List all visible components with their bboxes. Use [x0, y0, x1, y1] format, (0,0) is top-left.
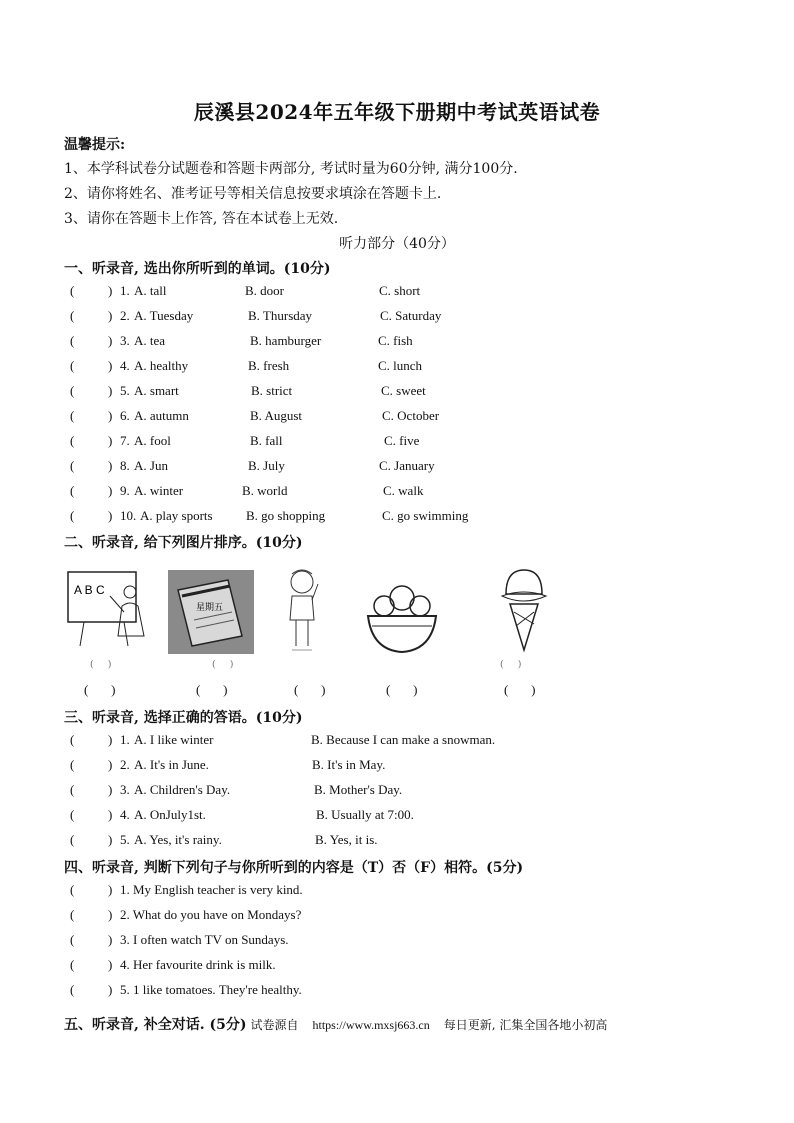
option-c[interactable]: C. Saturday — [380, 308, 442, 323]
option-a[interactable]: A. Jun — [134, 458, 168, 473]
answer-paren[interactable]: ( ) — [84, 682, 116, 697]
listening-heading: 听力部分（40分） — [339, 236, 455, 252]
answer-paren-right[interactable]: ) — [108, 433, 113, 448]
question-number: 3. — [120, 782, 130, 797]
answer-paren-right[interactable]: ) — [108, 333, 113, 348]
option-a[interactable]: A. Children's Day. — [134, 782, 231, 797]
option-b[interactable]: B. world — [242, 483, 288, 498]
option-b[interactable]: B. fall — [250, 433, 283, 448]
answer-paren-left[interactable]: ( — [70, 408, 75, 423]
question-number: 10. — [120, 508, 137, 523]
calendar-text: 星期五 — [196, 603, 224, 613]
option-c[interactable]: C. January — [379, 458, 435, 473]
answer-paren-left[interactable]: ( — [70, 333, 75, 348]
exam-title: 辰溪县2024年五年级下册期中考试英语试卷 — [193, 100, 601, 124]
answer-paren-left[interactable]: ( — [70, 483, 75, 498]
question-number: 7. — [120, 433, 130, 448]
teacher-at-board-picture — [64, 566, 160, 656]
option-c[interactable]: C. five — [384, 433, 420, 448]
option-a[interactable]: A. tea — [134, 333, 166, 348]
answer-paren-left[interactable]: ( — [70, 782, 75, 797]
answer-paren-left[interactable]: ( — [70, 807, 75, 822]
question-number: 4. — [120, 358, 130, 373]
answer-paren-left[interactable]: ( — [70, 882, 75, 897]
answer-paren-right[interactable]: ) — [108, 757, 113, 772]
option-a[interactable]: A. play sports — [140, 508, 213, 523]
option-c[interactable]: C. lunch — [378, 358, 423, 373]
answer-paren[interactable]: ( ) — [504, 682, 536, 697]
answer-paren-right[interactable]: ) — [108, 308, 113, 323]
section3-heading: 三、听录音, 选择正确的答语。(10分) — [64, 710, 303, 726]
answer-paren-right[interactable]: ) — [108, 907, 113, 922]
section5-line — [64, 1014, 607, 1034]
answer-paren-left[interactable]: ( — [70, 832, 75, 847]
option-b[interactable]: B. August — [250, 408, 303, 423]
question-number: 1. — [120, 283, 130, 298]
source-label: 试卷源自 — [250, 1018, 299, 1032]
answer-paren-left[interactable]: ( — [70, 982, 75, 997]
option-a[interactable]: A. smart — [134, 383, 179, 398]
option-a[interactable]: A. It's in June. — [134, 757, 209, 772]
option-a[interactable]: A. fool — [134, 433, 171, 448]
option-c[interactable]: C. sweet — [381, 383, 426, 398]
question-number: 8. — [120, 458, 130, 473]
question-number: 5. — [120, 832, 130, 847]
answer-paren-right[interactable]: ) — [108, 732, 113, 747]
answer-paren-right[interactable]: ) — [108, 882, 113, 897]
notice-item: 2、请你将姓名、准考证号等相关信息按要求填涂在答题卡上. — [64, 186, 442, 202]
option-b[interactable]: B. go shopping — [246, 508, 326, 523]
answer-paren-left[interactable]: ( — [70, 508, 75, 523]
answer-paren-left[interactable]: ( — [70, 458, 75, 473]
option-a[interactable]: A. I like winter — [134, 732, 214, 747]
answer-paren-right[interactable]: ) — [108, 483, 113, 498]
option-b[interactable]: B. strict — [251, 383, 293, 398]
option-a[interactable]: A. Tuesday — [134, 308, 194, 323]
option-b[interactable]: B. door — [245, 283, 284, 298]
answer-paren-left[interactable]: ( — [70, 358, 75, 373]
option-a[interactable]: A. healthy — [134, 358, 189, 373]
option-a[interactable]: A. autumn — [134, 408, 189, 423]
answer-paren-right[interactable]: ) — [108, 932, 113, 947]
statement-text: 4. Her favourite drink is milk. — [120, 957, 276, 972]
answer-paren-left[interactable]: ( — [70, 433, 75, 448]
option-b[interactable]: B. Thursday — [248, 308, 313, 323]
fruit-bowl-picture — [362, 566, 442, 656]
option-a[interactable]: A. Yes, it's rainy. — [134, 832, 222, 847]
answer-paren-left[interactable]: ( — [70, 283, 75, 298]
answer-paren-left[interactable]: ( — [70, 757, 75, 772]
source-tagline: 每日更新, 汇集全国各地小初高 — [443, 1018, 608, 1032]
section1-heading: 一、听录音, 选出你所听到的单词。(10分) — [64, 261, 331, 277]
option-a[interactable]: A. winter — [134, 483, 184, 498]
option-c[interactable]: C. short — [379, 283, 421, 298]
answer-paren-left[interactable]: ( — [70, 907, 75, 922]
answer-paren[interactable]: ( ) — [294, 682, 326, 697]
notice-item: 1、本学科试卷分试题卷和答题卡两部分, 考试时量为60分钟, 满分100分. — [64, 161, 518, 177]
question-number: 3. — [120, 333, 130, 348]
answer-paren-right[interactable]: ) — [108, 358, 113, 373]
answer-paren-right[interactable]: ) — [108, 957, 113, 972]
ice-cream-picture — [494, 566, 554, 656]
answer-paren-left[interactable]: ( — [70, 308, 75, 323]
section2-heading: 二、听录音, 给下列图片排序。(10分) — [64, 535, 303, 551]
answer-paren-right[interactable]: ) — [108, 807, 113, 822]
question-number: 2. — [120, 757, 130, 772]
question-number: 9. — [120, 483, 130, 498]
answer-paren-right[interactable]: ) — [108, 982, 113, 997]
option-b[interactable]: B. Mother's Day. — [314, 782, 403, 797]
answer-paren-right[interactable]: ) — [108, 782, 113, 797]
answer-paren-right[interactable]: ) — [108, 508, 113, 523]
answer-paren-left[interactable]: ( — [70, 732, 75, 747]
answer-paren-right[interactable]: ) — [108, 408, 113, 423]
option-c[interactable]: C. fish — [378, 333, 413, 348]
answer-paren-right[interactable]: ) — [108, 283, 113, 298]
notice-heading: 温馨提示: — [64, 137, 126, 153]
option-b[interactable]: B. Because I can make a snowman. — [311, 732, 496, 747]
answer-paren-left[interactable]: ( — [70, 932, 75, 947]
option-b[interactable]: B. fresh — [248, 358, 290, 373]
answer-paren-left[interactable]: ( — [70, 383, 75, 398]
option-b[interactable]: B. hamburger — [250, 333, 322, 348]
answer-paren-right[interactable]: ) — [108, 458, 113, 473]
answer-paren[interactable]: ( ) — [386, 682, 418, 697]
option-a[interactable]: A. OnJuly1st. — [134, 807, 206, 822]
question-number: 4. — [120, 807, 130, 822]
question-number: 2. — [120, 308, 130, 323]
option-a[interactable]: A. tall — [134, 283, 167, 298]
option-b[interactable]: B. It's in May. — [312, 757, 386, 772]
option-c[interactable]: C. go swimming — [382, 508, 469, 523]
question-number: 6. — [120, 408, 130, 423]
section5-heading: 五、听录音, 补全对话. (5分) — [64, 1017, 247, 1033]
calendar-picture — [168, 566, 254, 656]
question-number: 1. — [120, 732, 130, 747]
statement-text: 2. What do you have on Mondays? — [120, 907, 302, 922]
option-b[interactable]: B. July — [248, 458, 285, 473]
option-c[interactable]: C. walk — [383, 483, 424, 498]
answer-paren-left[interactable]: ( — [70, 957, 75, 972]
statement-text: 3. I often watch TV on Sundays. — [120, 932, 289, 947]
answer-paren-right[interactable]: ) — [108, 383, 113, 398]
question-number: 5. — [120, 383, 130, 398]
option-b[interactable]: B. Usually at 7:00. — [316, 807, 414, 822]
option-b[interactable]: B. Yes, it is. — [315, 832, 378, 847]
board-text: A B C — [74, 583, 105, 597]
option-c[interactable]: C. October — [382, 408, 440, 423]
child-picture — [272, 566, 332, 656]
statement-text: 1. My English teacher is very kind. — [120, 882, 303, 897]
statement-text: 5. 1 like tomatoes. They're healthy. — [120, 982, 302, 997]
answer-paren[interactable]: ( ) — [196, 682, 228, 697]
answer-paren-right[interactable]: ) — [108, 832, 113, 847]
notice-item: 3、请你在答题卡上作答, 答在本试卷上无效. — [64, 211, 339, 227]
source-url[interactable]: https://www.mxsj663.cn — [312, 1018, 430, 1032]
section4-heading: 四、听录音, 判断下列句子与你所听到的内容是（T）否（F）相符。(5分) — [64, 860, 524, 876]
